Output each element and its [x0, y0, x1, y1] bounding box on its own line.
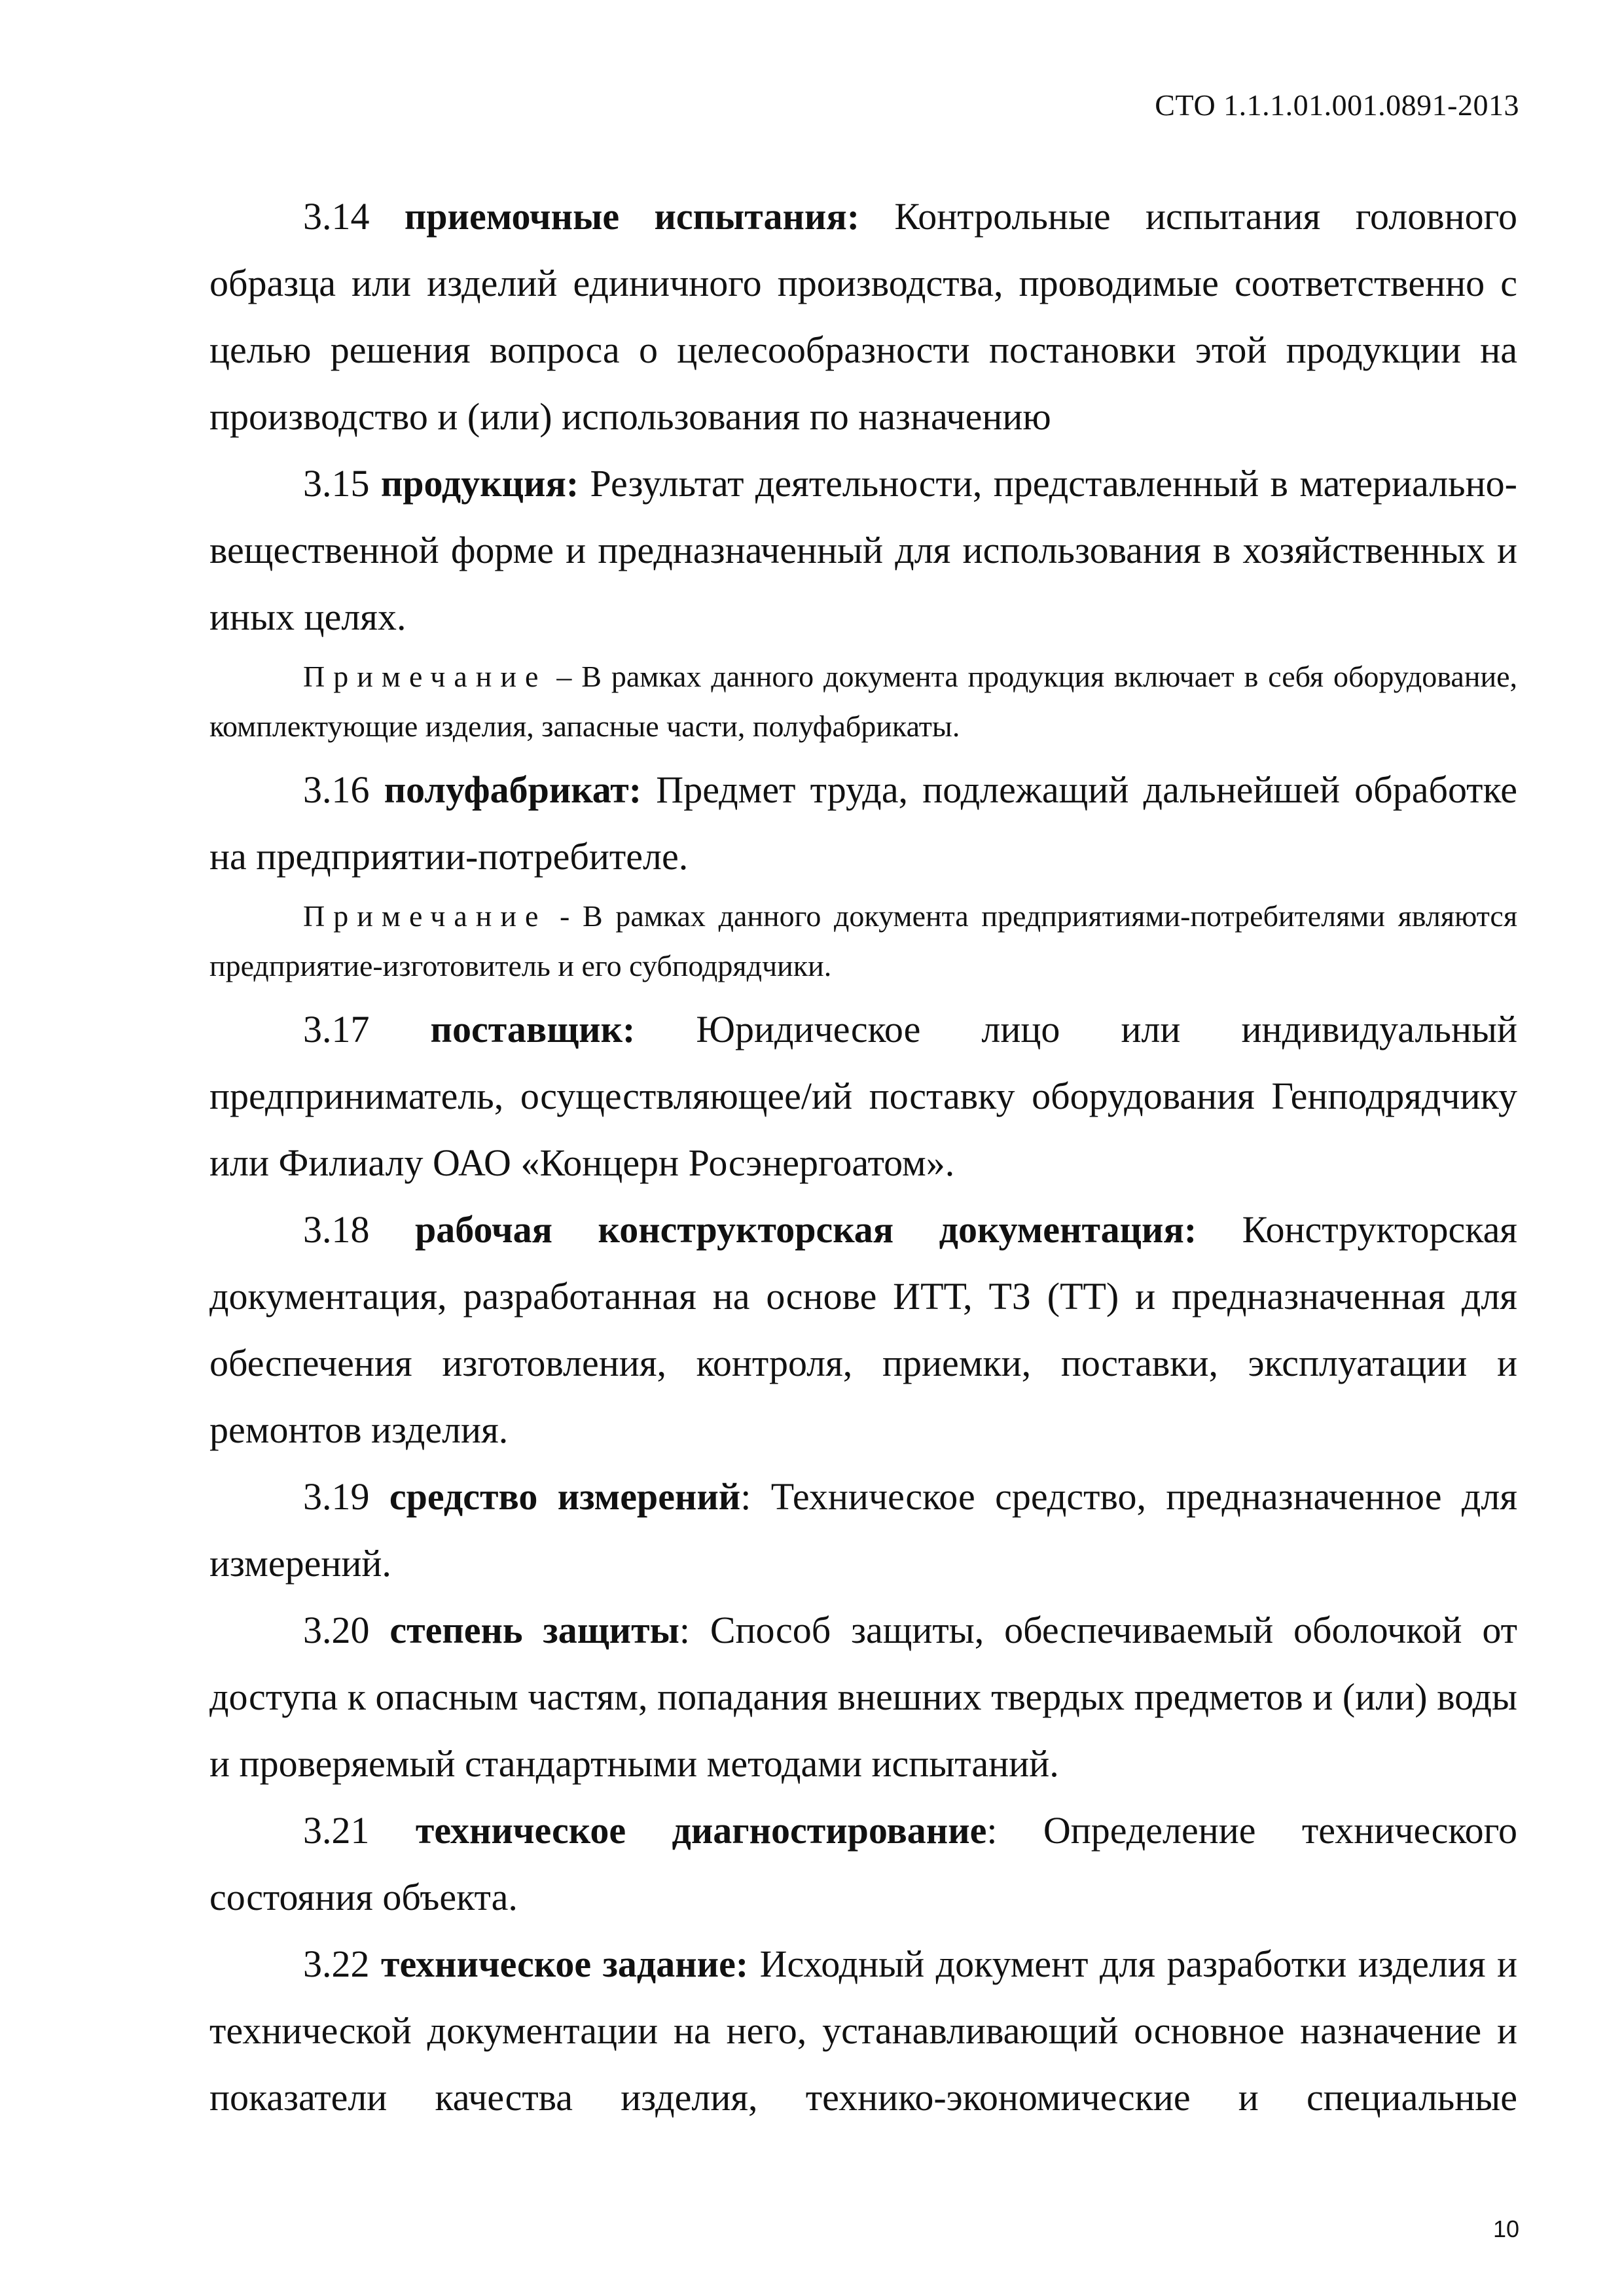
term-name: приемочные испытания: [404, 195, 860, 238]
term-definition: Контрольные испытания головного образца или изделий единичного производства, проводимые соответственно с целью решения вопроса о целесообразности постановки этой продукции на производство и (или) использования по назначению [209, 195, 1518, 438]
term-number: 3.19 [303, 1475, 389, 1518]
term-3-15 [209, 450, 1517, 651]
page-number: 10 [1492, 2215, 1519, 2242]
term-number: 3.15 [303, 462, 381, 505]
term-3-18 [209, 1196, 1517, 1463]
term-name: техническое диагностирование [415, 1809, 987, 1852]
note-text: - В рамках данного документа предприятиями-потребителями являются предприятие-изготовитель и его субподрядчики. [209, 899, 1517, 982]
note-label: Примечание [303, 899, 547, 933]
term-definition: : Способ защиты, обеспечиваемый оболочкой от доступа к опасным частям, попадания внешних твердых предметов и (или) воды и проверяемый стандартными методами испытаний. [209, 1609, 1517, 1785]
document-body [209, 183, 1517, 2131]
term-number: 3.16 [303, 768, 384, 811]
document-header: СТО 1.1.1.01.001.0891-2013 [1155, 88, 1519, 122]
term-number: 3.20 [303, 1609, 390, 1651]
term-name: средство измерений [389, 1475, 741, 1518]
term-name: степень защиты [389, 1609, 679, 1651]
term-number: 3.22 [303, 1943, 381, 1985]
term-definition: Предмет труда, подлежащий дальнейшей обработке на предприятии-потребителе. [209, 768, 1518, 878]
term-name: рабочая конструкторская документация: [414, 1208, 1197, 1251]
term-definition: : Техническое средство, предназначенное для измерений. [209, 1475, 1518, 1585]
term-3-20 [209, 1597, 1517, 1797]
note-text: – В рамках данного документа продукция включает в себя оборудование, комплектующие изделия, запасные части, полуфабрикаты. [209, 660, 1517, 743]
term-3-14 [209, 183, 1517, 450]
term-3-17 [209, 996, 1517, 1196]
term-number: 3.21 [303, 1809, 416, 1852]
term-number: 3.14 [303, 195, 405, 238]
term-definition: Юридическое лицо или индивидуальный предприниматель, осуществляющее/ий поставку оборудования Генподрядчику или Филиалу ОАО «Концерн Росэнергоатом». [209, 1008, 1517, 1184]
term-definition: Конструкторская документация, разработанная на основе ИТТ, ТЗ (ТТ) и предназначенная для обеспечения изготовления, контроля, приемки, поставки, эксплуатации и ремонтов изделия. [209, 1208, 1517, 1451]
note-3-15 [209, 652, 1517, 751]
term-number: 3.17 [303, 1008, 431, 1050]
term-3-22 [209, 1931, 1517, 2131]
term-definition: Результат деятельности, представленный в материально-вещественной форме и предназначенный для использования в хозяйственных и иных целях. [209, 462, 1517, 638]
term-3-16 [209, 757, 1517, 890]
term-3-21 [209, 1797, 1517, 1931]
note-label: Примечание [303, 660, 547, 693]
term-name: поставщик: [430, 1008, 636, 1050]
term-name: техническое задание: [380, 1943, 749, 1985]
term-definition: Исходный документ для разработки изделия и технической документации на него, устанавливающий основное назначение и показатели качества изделия, технико-экономические и специальные [209, 1943, 1518, 2119]
note-3-16 [209, 891, 1517, 991]
term-3-19 [209, 1463, 1517, 1597]
term-definition: : Определение технического состояния объекта. [209, 1809, 1518, 1918]
term-name: полуфабрикат: [384, 768, 642, 811]
term-number: 3.18 [303, 1208, 415, 1251]
term-name: продукция: [380, 462, 579, 505]
